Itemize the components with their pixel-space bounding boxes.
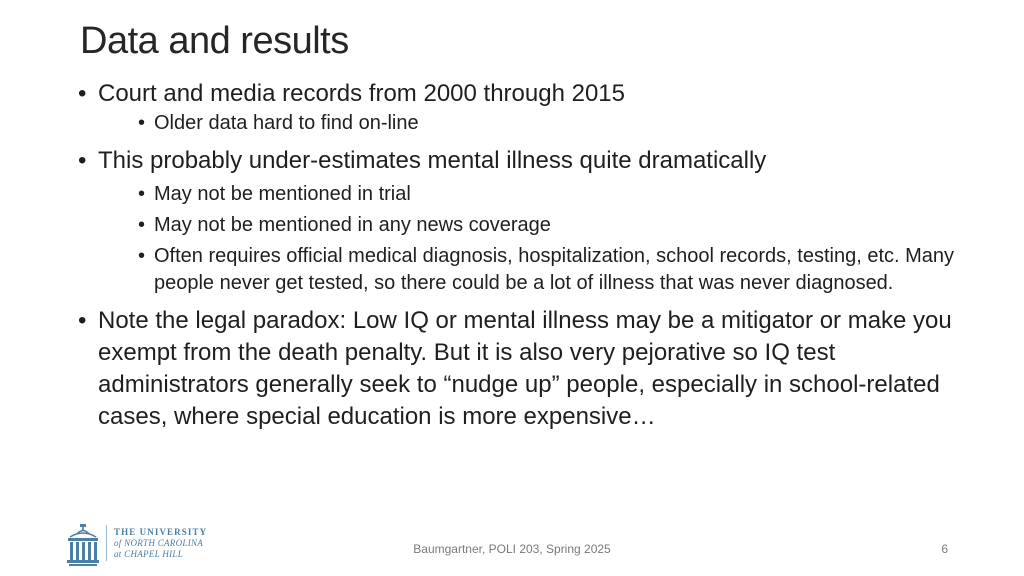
slide-title: Data and results — [80, 20, 349, 62]
bullet-2: • This probably under-estimates mental illness quite dramatically — [76, 145, 976, 177]
footer-text: Baumgartner, POLI 203, Spring 2025 — [413, 542, 611, 556]
bullet-3: • Note the legal paradox: Low IQ or mental illness may be a mitigator or make you exempt from the death penalty. But it is also very pejorative so IQ test administrators generally seek to “nudge up” people, especially in school-related cases, where special education is more expensive… — [76, 305, 976, 433]
page-number: 6 — [941, 542, 948, 556]
sub-bullet-2-1: • May not be mentioned in trial — [136, 181, 976, 208]
sub-bullet-1-1: • Older data hard to find on-line — [136, 110, 976, 137]
sub-bullet-2-2: • May not be mentioned in any news coverage — [136, 212, 976, 239]
logo-line-1: THE UNIVERSITY — [114, 527, 208, 537]
logo-line-3: at CHAPEL HILL — [114, 549, 184, 559]
bullet-1: • Court and media records from 2000 through 2015 — [76, 78, 976, 110]
slide-body — [76, 78, 976, 433]
logo-line-2: of NORTH CAROLINA — [114, 538, 204, 548]
sub-bullet-2-3: • Often requires official medical diagnosis, hospitalization, school records, testing, etc. Many people never get tested, so there could be a lot of illness that was never diagnosed. — [136, 243, 976, 297]
